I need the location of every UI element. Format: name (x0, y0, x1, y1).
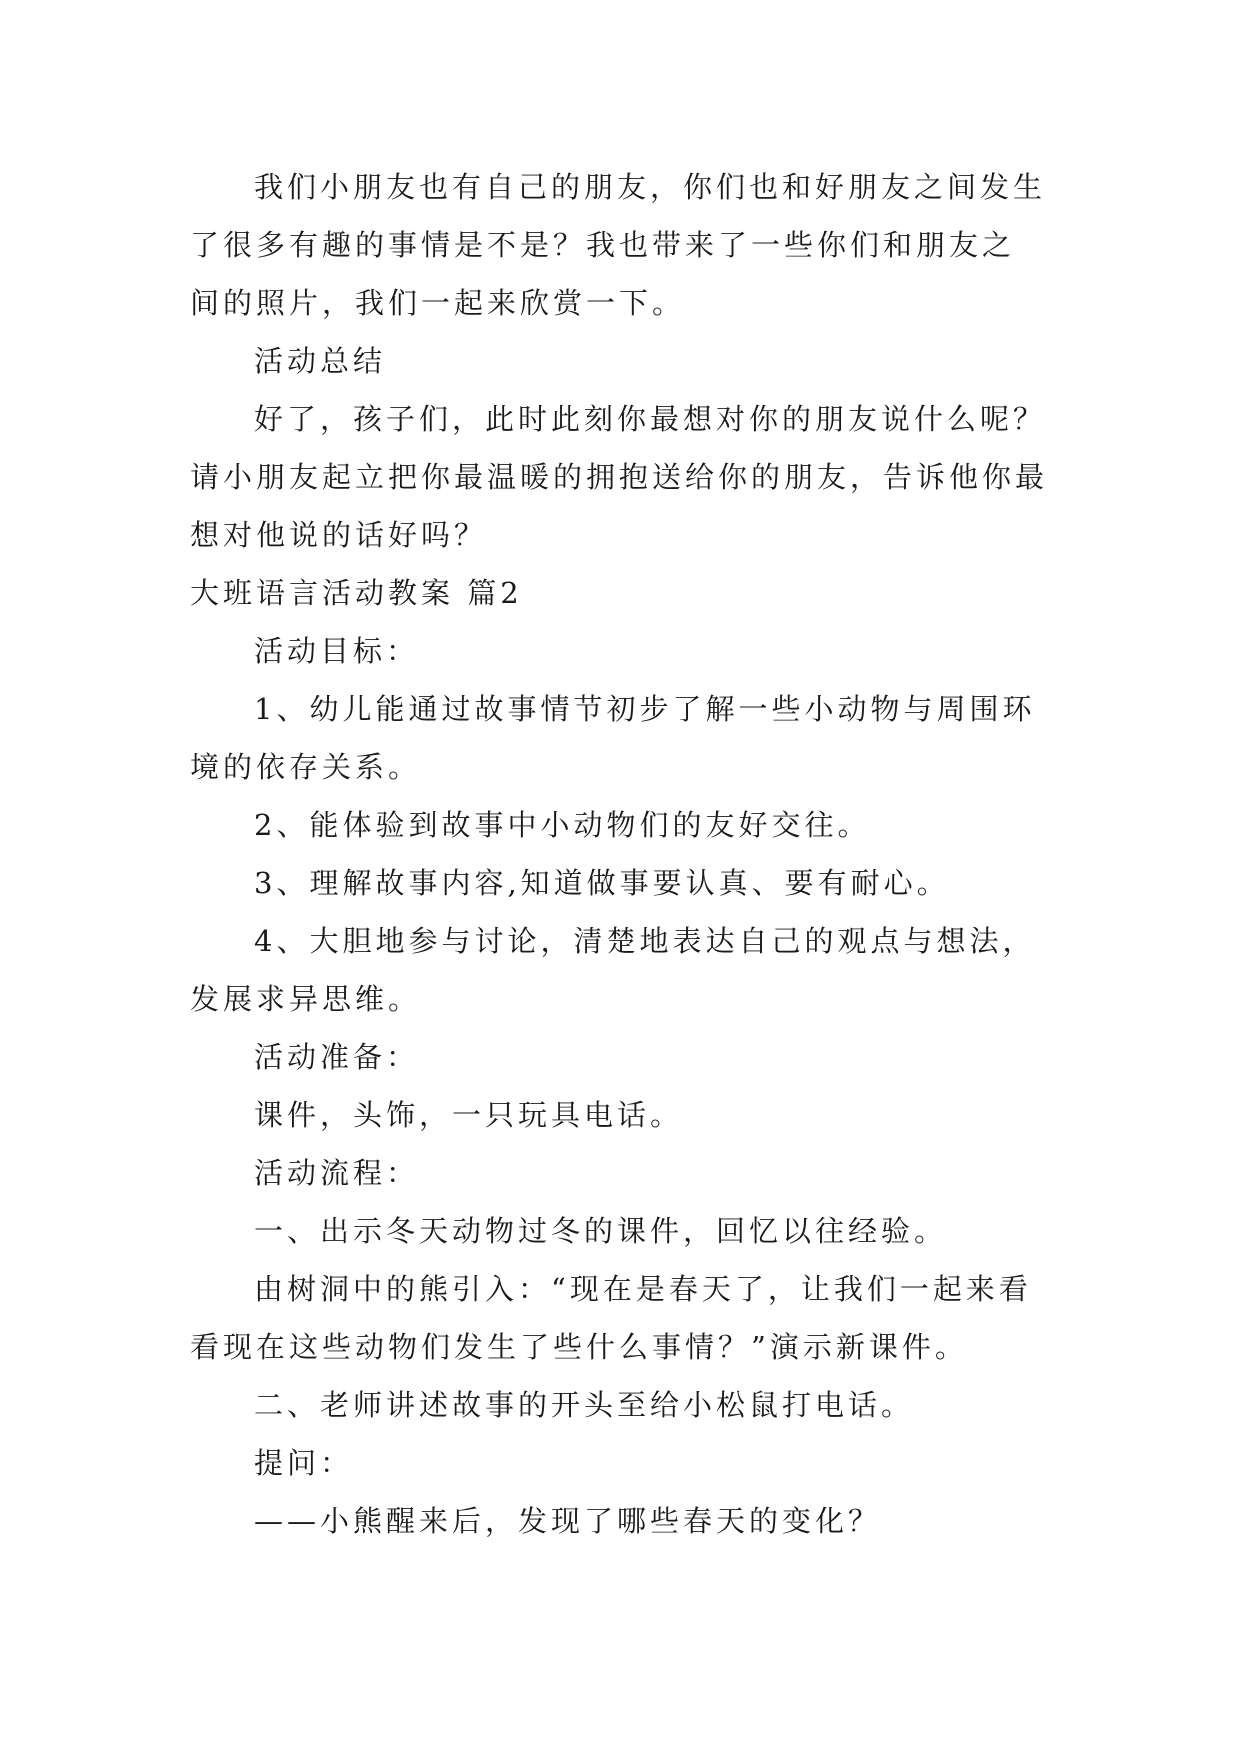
text-line: 二、老师讲述故事的开头至给小松鼠打电话。 (254, 1388, 915, 1422)
section-heading-summary (190, 332, 1060, 390)
paragraph-materials (190, 1086, 1060, 1144)
paragraph-bear-intro (190, 1260, 1060, 1376)
text-line: 活动总结 (254, 344, 387, 378)
text-line: 4、大胆地参与讨论，清楚地表达自己的观点与想法， (254, 924, 1036, 958)
text-line: 我们小朋友也有自己的朋友，你们也和好朋友之间发生 (254, 170, 1047, 204)
goal-item-3 (190, 854, 1060, 912)
text-line: 课件，头饰，一只玩具电话。 (254, 1098, 684, 1132)
text-line: 发展求异思维。 (190, 982, 422, 1016)
question-heading (190, 1434, 1060, 1492)
goal-item-4 (190, 912, 1060, 1028)
paragraph-friends (190, 158, 1060, 332)
text-line: 活动准备： (254, 1040, 420, 1074)
text-line: 想对他说的话好吗？ (190, 518, 488, 552)
text-line: 活动流程： (254, 1156, 420, 1190)
process-step-2 (190, 1376, 1060, 1434)
text-line: 大班语言活动教案 篇2 (190, 576, 523, 610)
section-heading-preparation (190, 1028, 1060, 1086)
question-item (190, 1492, 1060, 1550)
process-step-1 (190, 1202, 1060, 1260)
text-line: 由树洞中的熊引入：“现在是春天了，让我们一起来看 (254, 1272, 1032, 1306)
text-line: 一、出示冬天动物过冬的课件，回忆以往经验。 (254, 1214, 948, 1248)
text-line: 间的照片，我们一起来欣赏一下。 (190, 286, 686, 320)
goal-item-2 (190, 796, 1060, 854)
section-heading-process (190, 1144, 1060, 1202)
text-line: 请小朋友起立把你最温暖的拥抱送给你的朋友，告诉他你最 (190, 460, 1049, 494)
text-line: 看现在这些动物们发生了些什么事情？”演示新课件。 (190, 1330, 968, 1364)
text-line: 好了，孩子们，此时此刻你最想对你的朋友说什么呢？ (254, 402, 1047, 436)
text-line: 提问： (254, 1446, 354, 1480)
text-line: 1、幼儿能通过故事情节初步了解一些小动物与周围环 (254, 692, 1036, 726)
paragraph-summary (190, 390, 1060, 564)
section-heading-goals (190, 622, 1060, 680)
document-body (190, 158, 1060, 1550)
text-line: 2、能体验到故事中小动物们的友好交往。 (254, 808, 871, 842)
text-line: 3、理解故事内容,知道做事要认真、要有耐心。 (254, 866, 950, 900)
lesson-title (190, 564, 1060, 622)
goal-item-1 (190, 680, 1060, 796)
text-line: 境的依存关系。 (190, 750, 422, 784)
text-line: 活动目标： (254, 634, 420, 668)
text-line: 了很多有趣的事情是不是？我也带来了一些你们和朋友之 (190, 228, 1016, 262)
text-line: ——小熊醒来后，发现了哪些春天的变化？ (254, 1504, 882, 1538)
